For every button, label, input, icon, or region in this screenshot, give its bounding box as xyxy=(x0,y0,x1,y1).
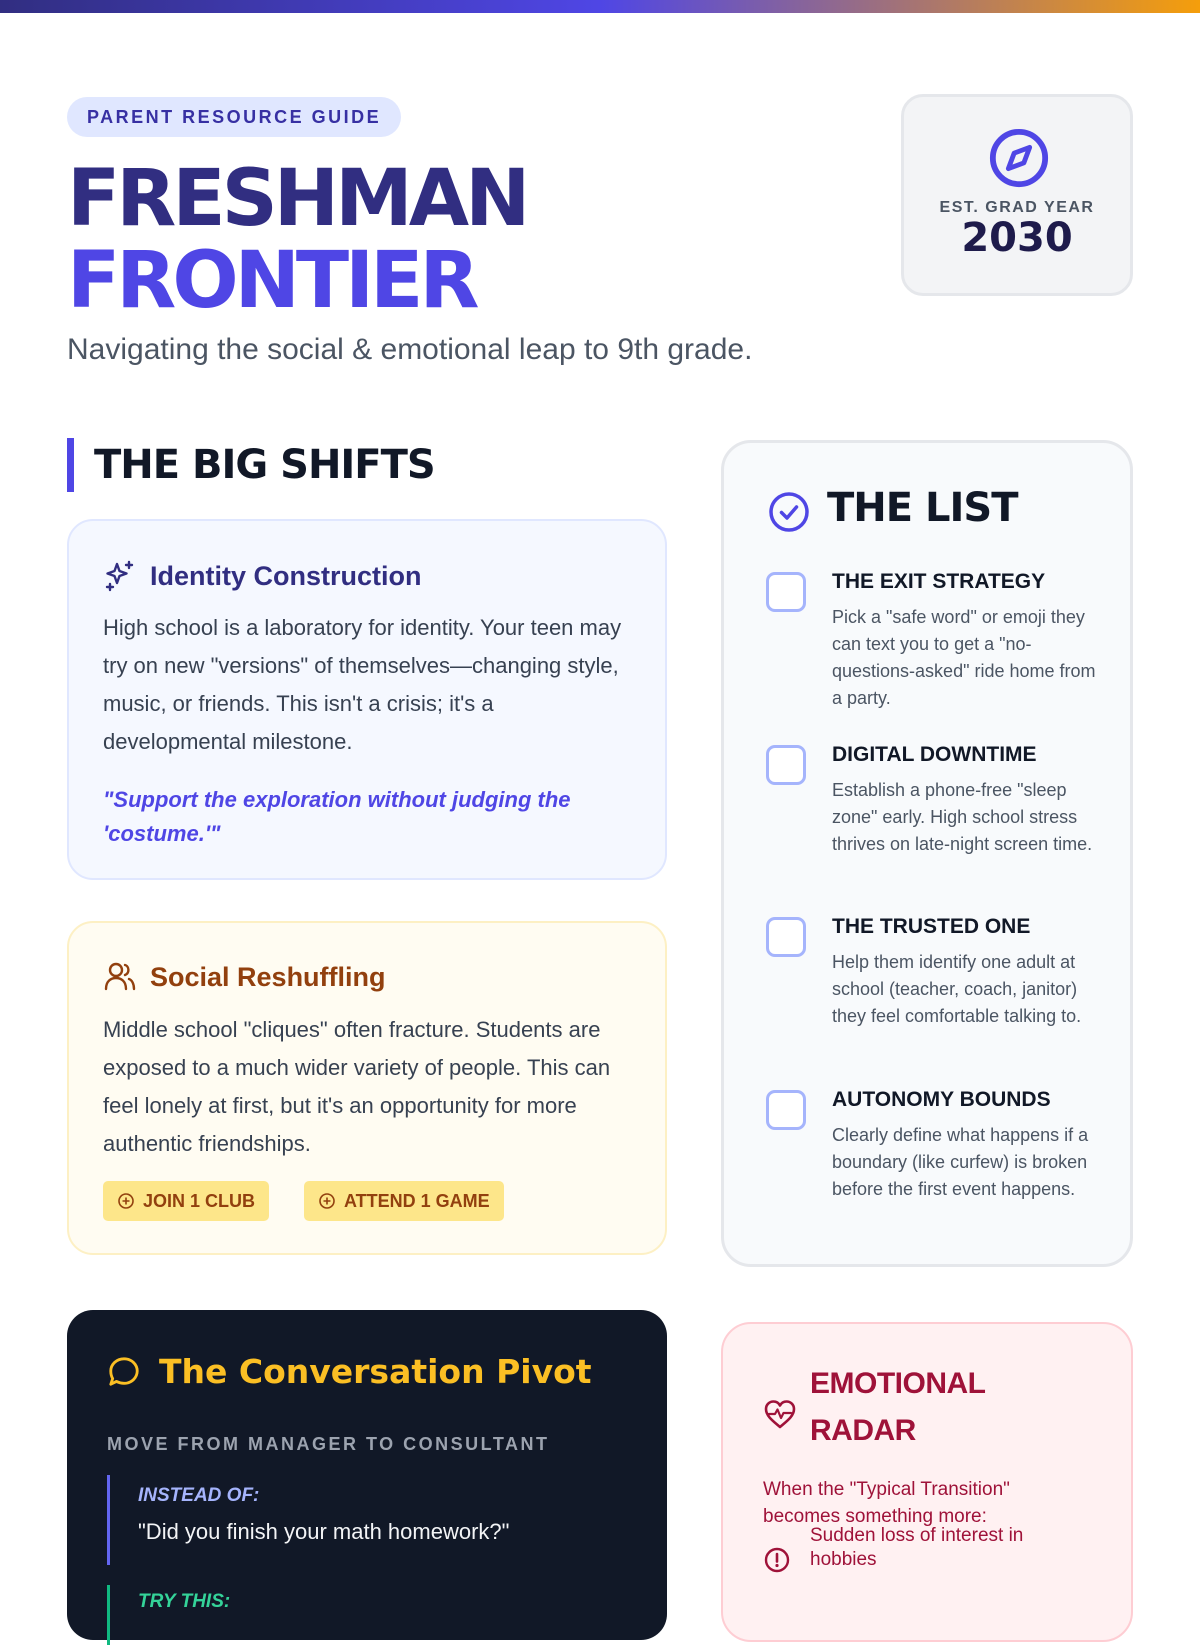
identity-quote: "Support the exploration without judging the 'costume.'" xyxy=(103,787,571,846)
checklist-heading: THE LIST xyxy=(827,485,1018,531)
top-accent-bar xyxy=(0,0,1200,13)
checklist-card xyxy=(721,440,1133,1267)
emotional-radar-card xyxy=(721,1322,1133,1642)
plus-circle-icon xyxy=(318,1192,336,1210)
instead-of-block xyxy=(107,1475,509,1565)
checklist-item-title: THE TRUSTED ONE xyxy=(832,915,1031,938)
identity-body: High school is a laboratory for identity. Your teen may try on new "versions" of themselves—changing style, music, or friends. This isn't a crisis; it's a developmental milestone. xyxy=(103,615,622,754)
try-this-block xyxy=(107,1585,230,1645)
social-card xyxy=(67,921,667,1255)
radar-description: When the "Typical Transition" becomes something more: xyxy=(763,1479,1010,1527)
sparkles-icon xyxy=(103,559,137,593)
grad-year-card xyxy=(901,94,1133,296)
checklist-checkbox[interactable] xyxy=(766,917,806,957)
page-subtitle: Navigating the social & emotional leap to 9th grade. xyxy=(67,333,753,366)
checklist-item-desc: Clearly define what happens if a boundary (like curfew) is broken before the first event happens. xyxy=(832,1125,1089,1199)
checklist-item-title: THE EXIT STRATEGY xyxy=(832,570,1046,593)
conversation-title: The Conversation Pivot xyxy=(159,1352,592,1391)
tag-join-club xyxy=(103,1181,269,1221)
checklist-checkbox[interactable] xyxy=(766,1090,806,1130)
alert-circle-icon xyxy=(763,1546,791,1574)
instead-of-label: INSTEAD OF: xyxy=(138,1485,260,1506)
checklist-item-title: AUTONOMY BOUNDS xyxy=(832,1088,1051,1111)
social-title: Social Reshuffling xyxy=(150,962,386,992)
radar-warning-item: Sudden loss of interest in hobbies xyxy=(810,1525,1024,1570)
tag-label: ATTEND 1 GAME xyxy=(344,1191,490,1211)
checklist-item-desc: Help them identify one adult at school (teacher, coach, janitor) they feel comfortable talking to. xyxy=(832,952,1082,1026)
resource-badge: PARENT RESOURCE GUIDE xyxy=(67,97,401,137)
instead-of-text: "Did you finish your math homework?" xyxy=(138,1519,510,1544)
users-icon xyxy=(103,960,137,994)
conversation-card xyxy=(67,1310,667,1640)
chat-bubble-icon xyxy=(107,1355,141,1389)
checklist-item-title: DIGITAL DOWNTIME xyxy=(832,743,1037,766)
try-this-label: TRY THIS: xyxy=(138,1591,231,1612)
checklist-checkbox[interactable] xyxy=(766,572,806,612)
grad-year-label: EST. GRAD YEAR xyxy=(939,199,1095,216)
heart-pulse-icon xyxy=(763,1398,797,1432)
page-title xyxy=(67,154,527,326)
title-line-2: FRONTIER xyxy=(67,236,476,326)
tag-attend-game xyxy=(304,1181,504,1221)
checklist-item-desc: Establish a phone-free "sleep zone" early. High school stress thrives on late-night screen time. xyxy=(832,780,1093,854)
identity-card xyxy=(67,519,667,880)
title-line-1: FRESHMAN xyxy=(67,154,527,244)
social-body: Middle school "cliques" often fracture. Students are exposed to a much wider variety of people. This can feel lonely at first, but it's an opportunity for more authentic friendships. xyxy=(103,1017,611,1156)
identity-title: Identity Construction xyxy=(150,561,422,591)
tag-label: JOIN 1 CLUB xyxy=(143,1191,256,1211)
radar-title: EMOTIONAL RADAR xyxy=(810,1367,985,1447)
grad-year-value: 2030 xyxy=(961,215,1073,261)
checklist-checkbox[interactable] xyxy=(766,745,806,785)
check-circle-icon xyxy=(768,491,810,533)
compass-icon xyxy=(988,127,1050,189)
big-shifts-heading: THE BIG SHIFTS xyxy=(67,438,435,492)
plus-circle-icon xyxy=(117,1192,135,1210)
checklist-item-desc: Pick a "safe word" or emoji they can text you to get a "no-questions-asked" ride home from a party. xyxy=(832,607,1096,708)
conversation-kicker: MOVE FROM MANAGER TO CONSULTANT xyxy=(107,1434,550,1454)
